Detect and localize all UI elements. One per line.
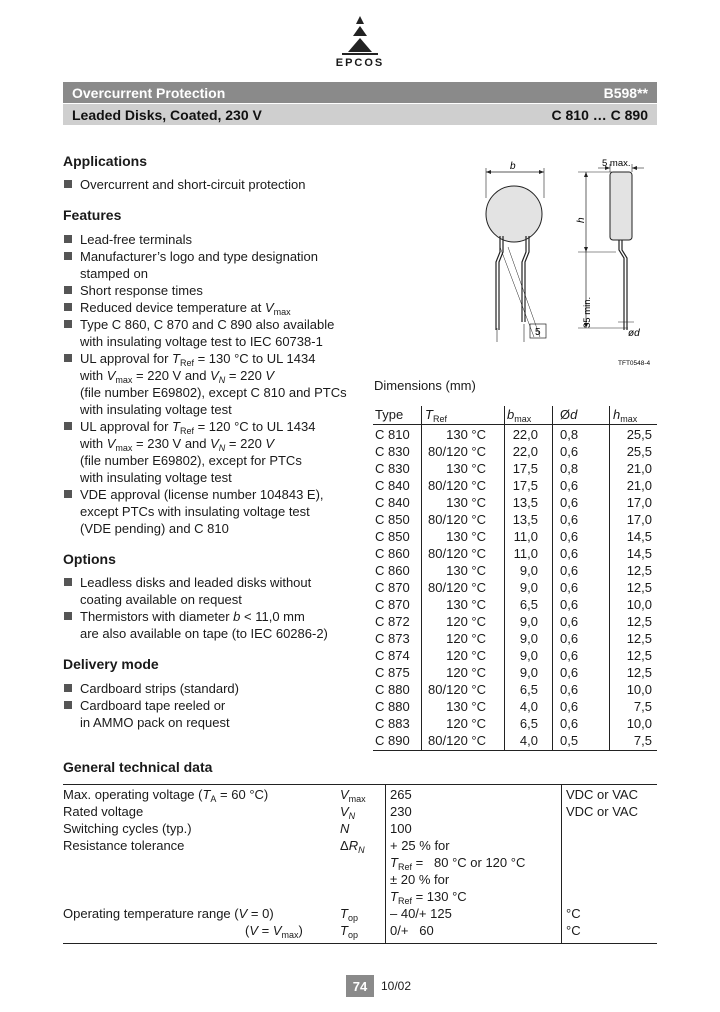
application-line: Overcurrent and short-circuit protection bbox=[80, 177, 306, 192]
table-cell: 120 °C bbox=[446, 614, 486, 629]
table-cell: 25,5 bbox=[626, 444, 652, 459]
product-title: Leaded Disks, Coated, 230 V bbox=[72, 106, 262, 123]
delivery-line: in AMMO pack on request bbox=[80, 715, 230, 730]
parameter-unit: VDC or VAC bbox=[566, 787, 638, 802]
table-cell: 12,5 bbox=[626, 648, 652, 663]
column-header: $b_{max}$ bbox=[507, 407, 532, 424]
general-data-heading: General technical data bbox=[63, 759, 213, 775]
table-cell: 120 °C bbox=[446, 648, 486, 663]
column-header: Type bbox=[375, 407, 404, 422]
table-cell: 9,0 bbox=[519, 648, 538, 663]
table-header-rule bbox=[373, 424, 657, 425]
table-cell: 120 °C bbox=[446, 716, 486, 731]
feature-line: with insulating voltage test bbox=[80, 470, 232, 485]
applications-heading: Applications bbox=[63, 153, 148, 169]
dimensions-caption: Dimensions (mm) bbox=[374, 378, 476, 393]
feature-line: Reduced device temperature at $V_{max}$ bbox=[80, 300, 291, 317]
table-cell: C 850 bbox=[375, 512, 410, 527]
table-row bbox=[373, 477, 657, 494]
parameter-label: $(V = V_{max})$ bbox=[245, 923, 303, 940]
table-cell: 0,8 bbox=[560, 461, 579, 476]
table-cell: 0,5 bbox=[560, 733, 579, 748]
table-cell: C 874 bbox=[375, 648, 410, 663]
table-cell: C 830 bbox=[375, 444, 410, 459]
table-cell: 17,0 bbox=[626, 495, 652, 510]
type-range: C 810 … C 890 bbox=[551, 106, 648, 123]
delivery-heading: Delivery mode bbox=[63, 656, 159, 672]
table-row bbox=[373, 511, 657, 528]
feature-line: with $V_{max} = 220$ V and $V_N = 220$ V bbox=[80, 368, 275, 385]
table-row bbox=[373, 715, 657, 732]
table-cell: 12,5 bbox=[626, 665, 652, 680]
table-cell: 11,0 bbox=[513, 529, 538, 544]
issue-date: 10/02 bbox=[381, 979, 412, 993]
table-cell: 14,5 bbox=[626, 546, 652, 561]
parameter-unit: °C bbox=[566, 906, 581, 921]
bullet-icon bbox=[64, 612, 72, 620]
table-cell: 130 °C bbox=[446, 495, 486, 510]
feature-line: stamped on bbox=[80, 266, 148, 281]
table-cell: 25,5 bbox=[626, 427, 652, 442]
table-cell: 0,6 bbox=[560, 665, 579, 680]
option-line: coating available on request bbox=[80, 592, 242, 607]
table-cell: 13,5 bbox=[512, 495, 538, 510]
table-cell: 0,8 bbox=[560, 427, 579, 442]
table-cell: 0,6 bbox=[560, 563, 579, 578]
table-row bbox=[373, 528, 657, 545]
table-cell: 7,5 bbox=[633, 733, 652, 748]
table-cell: 6,5 bbox=[519, 716, 538, 731]
table-cell: 130 °C bbox=[446, 563, 486, 578]
table-row bbox=[373, 732, 657, 749]
parameter-label: Max. operating voltage ($T_A = 60$ °C) bbox=[63, 787, 269, 804]
category-bar bbox=[63, 82, 657, 103]
parameter-symbol: $V_{max}$ bbox=[340, 787, 366, 804]
table-cell: C 860 bbox=[375, 563, 410, 578]
table-row bbox=[373, 494, 657, 511]
table-cell: C 880 bbox=[375, 682, 410, 697]
parameter-value: 230 bbox=[390, 804, 412, 819]
parameter-value: $T_{Ref} = 130$ °C bbox=[390, 889, 467, 906]
page-number: 74 bbox=[346, 975, 374, 997]
table-cell: 80/120 °C bbox=[428, 444, 486, 459]
table-cell: 0,6 bbox=[560, 546, 579, 561]
table-cell: C 830 bbox=[375, 461, 410, 476]
table-cell: C 870 bbox=[375, 580, 410, 595]
dimensions-header-row bbox=[373, 406, 657, 423]
general-column-rule bbox=[385, 784, 386, 943]
table-cell: C 873 bbox=[375, 631, 410, 646]
table-cell: 7,5 bbox=[633, 699, 652, 714]
general-top-rule bbox=[63, 784, 657, 785]
table-bottom-rule bbox=[373, 750, 657, 751]
features-heading: Features bbox=[63, 207, 122, 223]
table-column-rule bbox=[421, 406, 422, 750]
b-label: b bbox=[510, 161, 516, 172]
table-cell: 0,6 bbox=[560, 529, 579, 544]
table-row bbox=[373, 579, 657, 596]
feature-line: except PTCs with insulating voltage test bbox=[80, 504, 310, 519]
h-label: h bbox=[576, 217, 587, 223]
table-cell: C 870 bbox=[375, 597, 410, 612]
table-row bbox=[373, 681, 657, 698]
table-cell: 0,6 bbox=[560, 444, 579, 459]
delivery-line: Cardboard strips (standard) bbox=[80, 681, 239, 696]
logo-text: EPCOS bbox=[335, 57, 385, 69]
table-cell: 17,0 bbox=[626, 512, 652, 527]
table-row bbox=[373, 596, 657, 613]
bullet-icon bbox=[64, 578, 72, 586]
table-cell: 4,0 bbox=[519, 699, 538, 714]
table-cell: 0,6 bbox=[560, 631, 579, 646]
parameter-value: – 40/+ 125 bbox=[390, 906, 452, 921]
table-cell: 13,5 bbox=[512, 512, 538, 527]
bullet-icon bbox=[64, 180, 72, 188]
table-row bbox=[373, 545, 657, 562]
table-cell: 0,6 bbox=[560, 495, 579, 510]
table-cell: 4,0 bbox=[519, 733, 538, 748]
table-column-rule bbox=[504, 406, 505, 750]
table-cell: C 883 bbox=[375, 716, 410, 731]
series-code: B598** bbox=[603, 84, 648, 101]
table-cell: 9,0 bbox=[519, 563, 538, 578]
table-cell: C 875 bbox=[375, 665, 410, 680]
table-cell: 0,6 bbox=[560, 716, 579, 731]
parameter-value: 265 bbox=[390, 787, 412, 802]
bullet-icon bbox=[64, 490, 72, 498]
table-cell: 0,6 bbox=[560, 682, 579, 697]
table-cell: 10,0 bbox=[626, 716, 652, 731]
table-cell: C 840 bbox=[375, 478, 410, 493]
table-cell: 21,0 bbox=[626, 478, 652, 493]
parameter-unit: °C bbox=[566, 923, 581, 938]
table-cell: C 850 bbox=[375, 529, 410, 544]
bullet-icon bbox=[64, 303, 72, 311]
parameter-symbol: $V_N$ bbox=[340, 804, 356, 821]
table-cell: 21,0 bbox=[626, 461, 652, 476]
table-cell: 130 °C bbox=[446, 699, 486, 714]
table-cell: 80/120 °C bbox=[428, 512, 486, 527]
table-cell: 14,5 bbox=[626, 529, 652, 544]
table-row bbox=[373, 698, 657, 715]
lead-diameter-label: ød bbox=[628, 328, 640, 339]
table-column-rule bbox=[552, 406, 553, 750]
bullet-icon bbox=[64, 354, 72, 362]
table-cell: 0,6 bbox=[560, 648, 579, 663]
table-cell: 9,0 bbox=[519, 614, 538, 629]
pitch-label: 5 bbox=[535, 327, 541, 338]
table-cell: 10,0 bbox=[626, 597, 652, 612]
table-cell: 10,0 bbox=[626, 682, 652, 697]
table-cell: 17,5 bbox=[512, 461, 538, 476]
table-cell: 9,0 bbox=[519, 631, 538, 646]
table-cell: 6,5 bbox=[519, 597, 538, 612]
option-line: are also available on tape (to IEC 60286-2) bbox=[80, 626, 328, 641]
general-bottom-rule bbox=[63, 943, 657, 944]
table-cell: 11,0 bbox=[513, 546, 538, 561]
feature-line: VDE approval (license number 104843 E), bbox=[80, 487, 324, 502]
epcos-logo-icon bbox=[336, 14, 384, 58]
feature-line: Type C 860, C 870 and C 890 also available bbox=[80, 317, 335, 332]
option-line: Thermistors with diameter b < 11,0 mm bbox=[80, 609, 305, 624]
parameter-label: Resistance tolerance bbox=[63, 838, 185, 853]
table-cell: 0,6 bbox=[560, 597, 579, 612]
table-cell: 9,0 bbox=[519, 665, 538, 680]
table-cell: 0,6 bbox=[560, 614, 579, 629]
table-cell: 80/120 °C bbox=[428, 580, 486, 595]
parameter-label: Rated voltage bbox=[63, 804, 144, 819]
table-cell: C 880 bbox=[375, 699, 410, 714]
width-label: 5 max. bbox=[602, 158, 631, 169]
table-cell: 130 °C bbox=[446, 461, 486, 476]
table-cell: C 890 bbox=[375, 733, 410, 748]
bullet-icon bbox=[64, 422, 72, 430]
table-row bbox=[373, 426, 657, 443]
feature-line: Lead-free terminals bbox=[80, 232, 192, 247]
parameter-symbol: $T_{op}$ bbox=[340, 923, 358, 940]
table-cell: 0,6 bbox=[560, 580, 579, 595]
feature-line: with insulating voltage test to IEC 60738-1 bbox=[80, 334, 323, 349]
feature-line: (VDE pending) and C 810 bbox=[80, 521, 229, 536]
parameter-label: Switching cycles (typ.) bbox=[63, 821, 192, 836]
feature-line: with $V_{max} = 230$ V and $V_N = 220$ V bbox=[80, 436, 275, 453]
table-cell: 12,5 bbox=[626, 631, 652, 646]
parameter-value: + 25 % for bbox=[390, 838, 450, 853]
table-row bbox=[373, 630, 657, 647]
bullet-icon bbox=[64, 252, 72, 260]
parameter-value: 0/+ 60 bbox=[390, 923, 434, 938]
table-cell: 0,6 bbox=[560, 512, 579, 527]
options-heading: Options bbox=[63, 551, 116, 567]
table-cell: 80/120 °C bbox=[428, 546, 486, 561]
feature-line: with insulating voltage test bbox=[80, 402, 232, 417]
table-cell: 130 °C bbox=[446, 427, 486, 442]
bullet-icon bbox=[64, 320, 72, 328]
table-cell: 120 °C bbox=[446, 631, 486, 646]
table-cell: 80/120 °C bbox=[428, 682, 486, 697]
parameter-unit: VDC or VAC bbox=[566, 804, 638, 819]
table-cell: 80/120 °C bbox=[428, 478, 486, 493]
table-cell: 6,5 bbox=[519, 682, 538, 697]
parameter-symbol: $\Delta R_N$ bbox=[340, 838, 365, 855]
bullet-icon bbox=[64, 701, 72, 709]
parameter-value: 100 bbox=[390, 821, 412, 836]
bullet-icon bbox=[64, 235, 72, 243]
parameter-value: $T_{Ref} = 80$ °C or 120 °C bbox=[390, 855, 526, 872]
parameter-label: Operating temperature range (V = 0) bbox=[63, 906, 274, 921]
option-line: Leadless disks and leaded disks without bbox=[80, 575, 312, 590]
lead-length-label: 35 min. bbox=[582, 296, 593, 328]
feature-line: (file number E69802), except C 810 and PTCs bbox=[80, 385, 347, 400]
feature-line: UL approval for $T_{Ref} = 120$ °C to UL 1434 bbox=[80, 419, 316, 436]
table-cell: 22,0 bbox=[512, 444, 538, 459]
table-cell: 0,6 bbox=[560, 699, 579, 714]
bullet-icon bbox=[64, 286, 72, 294]
drawing-ref: TFT0548-4 bbox=[618, 360, 651, 367]
table-row bbox=[373, 443, 657, 460]
table-cell: C 810 bbox=[375, 427, 410, 442]
parameter-symbol: N bbox=[340, 821, 350, 836]
table-cell: 12,5 bbox=[626, 580, 652, 595]
table-cell: 130 °C bbox=[446, 529, 486, 544]
feature-line: Manufacturer’s logo and type designation bbox=[80, 249, 319, 264]
table-cell: 130 °C bbox=[446, 597, 486, 612]
bullet-icon bbox=[64, 684, 72, 692]
column-header: Ød bbox=[560, 407, 578, 422]
table-cell: 9,0 bbox=[519, 580, 538, 595]
table-cell: C 840 bbox=[375, 495, 410, 510]
dimension-drawing bbox=[478, 152, 658, 372]
table-cell: 80/120 °C bbox=[428, 733, 486, 748]
table-cell: 120 °C bbox=[446, 665, 486, 680]
column-header: $h_{max}$ bbox=[613, 407, 638, 424]
parameter-value: ± 20 % for bbox=[390, 872, 450, 887]
table-cell: 22,0 bbox=[512, 427, 538, 442]
table-row bbox=[373, 562, 657, 579]
general-column-rule bbox=[561, 784, 562, 943]
table-cell: 12,5 bbox=[626, 614, 652, 629]
delivery-line: Cardboard tape reeled or bbox=[80, 698, 226, 713]
feature-line: Short response times bbox=[80, 283, 203, 298]
table-cell: 17,5 bbox=[512, 478, 538, 493]
table-column-rule bbox=[609, 406, 610, 750]
table-cell: 12,5 bbox=[626, 563, 652, 578]
product-bar bbox=[63, 104, 657, 125]
feature-line: (file number E69802), except for PTCs bbox=[80, 453, 302, 468]
feature-line: UL approval for $T_{Ref} = 130$ °C to UL 1434 bbox=[80, 351, 316, 368]
category-title: Overcurrent Protection bbox=[72, 84, 226, 101]
parameter-symbol: $T_{op}$ bbox=[340, 906, 358, 923]
table-cell: C 872 bbox=[375, 614, 410, 629]
column-header: $T_{Ref}$ bbox=[425, 407, 447, 424]
table-cell: C 860 bbox=[375, 546, 410, 561]
table-cell: 0,6 bbox=[560, 478, 579, 493]
table-row bbox=[373, 647, 657, 664]
table-row bbox=[373, 613, 657, 630]
table-row bbox=[373, 460, 657, 477]
table-row bbox=[373, 664, 657, 681]
